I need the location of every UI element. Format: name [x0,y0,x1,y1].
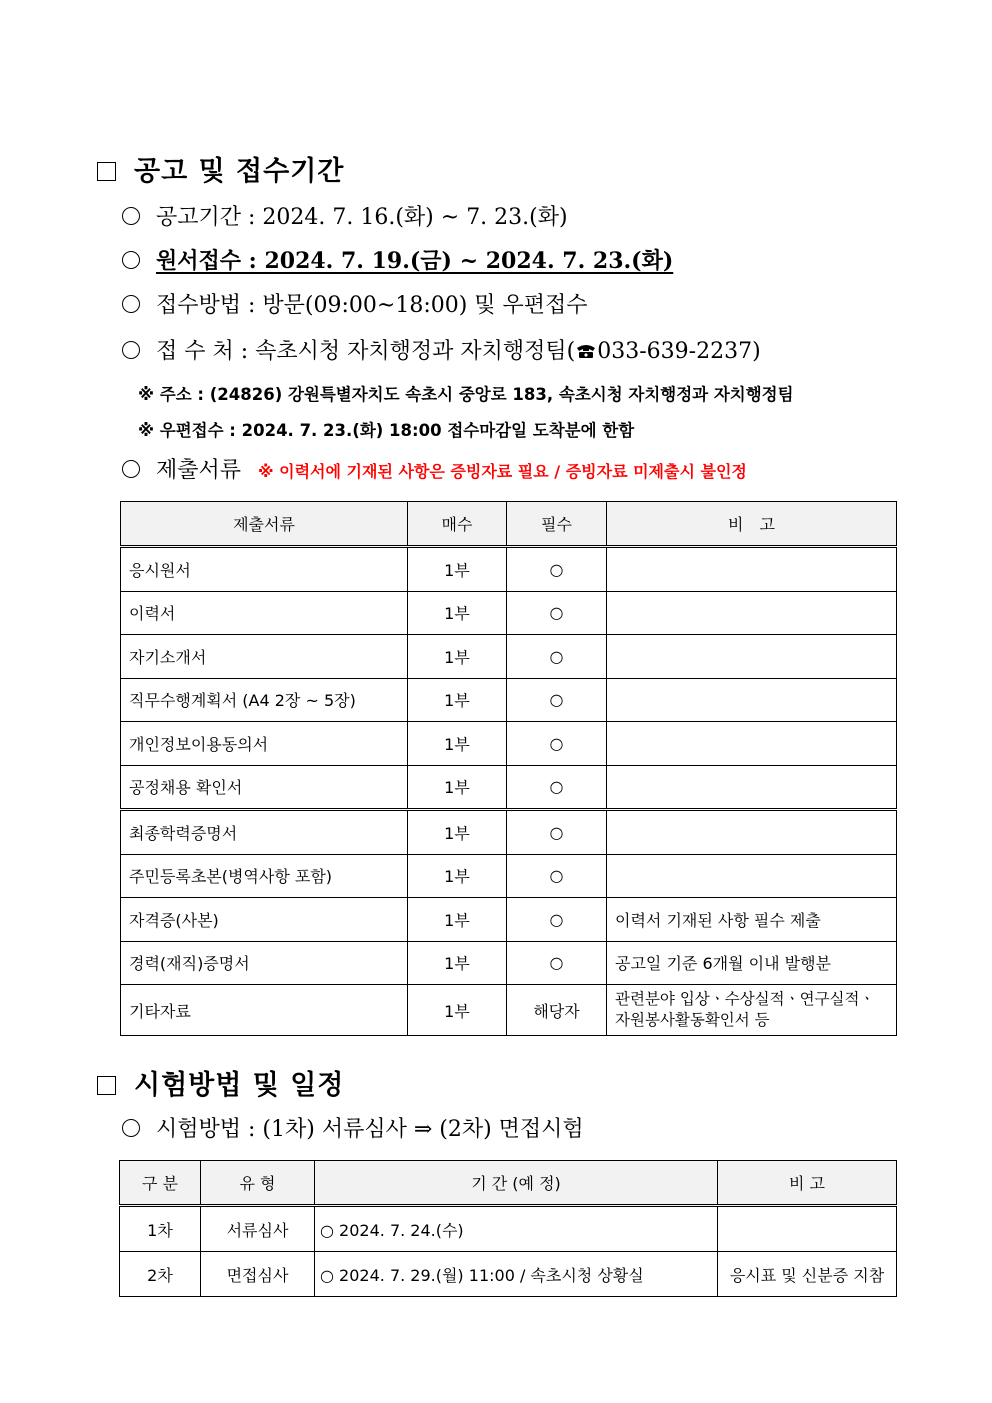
header-note: 비 고 [718,1161,897,1206]
table-row [120,1252,897,1297]
phone-icon [575,343,597,359]
mail-note: ※ 우편접수 : 2024. 7. 23.(화) 18:00 접수마감일 도착분에 한함 [138,421,635,440]
circle-bullet-icon [122,460,140,478]
doc-count: 1부 [408,678,507,722]
table-row [121,635,897,679]
circle-bullet-icon [122,1119,140,1137]
doc-name: 이력서 [121,591,408,635]
exam-table-header [120,1161,897,1206]
application-method-text: 접수방법 : 방문(09:00~18:00) 및 우편접수 [156,293,588,318]
exam-type: 면접심사 [201,1252,315,1297]
doc-note [607,678,897,722]
doc-count: 1부 [408,765,507,810]
table-row [121,985,897,1036]
doc-note: 관련분야 입상ㆍ수상실적ㆍ연구실적ㆍ자원봉사활동확인서 등 [607,985,897,1036]
header-note: 비 고 [607,502,897,547]
exam-period: ○ 2024. 7. 29.(월) 11:00 / 속초시청 상황실 [315,1252,718,1297]
header-doc-name: 제출서류 [121,502,408,547]
section-2-title [97,1063,344,1102]
doc-required: ○ [507,635,607,679]
notice-period-text: 공고기간 : 2024. 7. 16.(화) ~ 7. 23.(화) [156,205,568,230]
header-count: 매수 [408,502,507,547]
exam-stage: 1차 [120,1206,201,1252]
doc-count: 1부 [408,547,507,592]
documents-table-header [121,502,897,547]
exam-note [718,1206,897,1252]
table-row [121,765,897,810]
circle-bullet-icon [122,207,140,225]
table-row [121,722,897,766]
header-stage: 구 분 [120,1161,201,1206]
doc-count: 1부 [408,635,507,679]
circle-bullet-icon [122,251,140,269]
section-1-title-text: 공고 및 접수기간 [134,156,345,187]
checkbox-square-icon [97,162,116,181]
application-period-text: 원서접수 : 2024. 7. 19.(금) ~ 2024. 7. 23.(화) [156,248,674,274]
application-period-item [122,244,673,275]
doc-name: 개인정보이용동의서 [121,722,408,766]
doc-name: 공정채용 확인서 [121,765,408,810]
header-period: 기 간 (예 정) [315,1161,718,1206]
doc-note: 이력서 기재된 사항 필수 제출 [607,898,897,942]
doc-required: ○ [507,722,607,766]
address-note: ※ 주소 : (24826) 강원특별자치도 속초시 중앙로 183, 속초시청 자치행정과 자치행정팀 [138,385,794,404]
doc-note [607,635,897,679]
table-row [121,898,897,942]
doc-name: 직무수행계획서 (A4 2장 ~ 5장) [121,678,408,722]
documents-warning: ※ 이력서에 기재된 사항은 증빙자료 필요 / 증빙자료 미제출시 불인정 [258,462,747,481]
header-required: 필수 [507,502,607,547]
notice-period-item [122,200,568,231]
doc-count: 1부 [408,854,507,898]
phone-number-text: 033-639-2237) [597,339,761,364]
documents-item [122,453,747,484]
doc-required: ○ [507,765,607,810]
doc-note [607,591,897,635]
doc-required: ○ [507,547,607,592]
exam-note: 응시표 및 신분증 지참 [718,1252,897,1297]
doc-count: 1부 [408,985,507,1036]
doc-required: ○ [507,898,607,942]
exam-type: 서류심사 [201,1206,315,1252]
doc-note [607,854,897,898]
circle-bullet-icon [122,295,140,313]
doc-name: 자기소개서 [121,635,408,679]
checkbox-square-icon [97,1076,116,1095]
doc-name: 기타자료 [121,985,408,1036]
doc-required: ○ [507,810,607,855]
doc-count: 1부 [408,722,507,766]
doc-required: ○ [507,591,607,635]
doc-required: ○ [507,854,607,898]
table-row [120,1206,897,1252]
table-row [121,810,897,855]
application-place-item [122,334,761,365]
table-row [121,591,897,635]
doc-name: 최종학력증명서 [121,810,408,855]
doc-note [607,547,897,592]
circle-bullet-icon [122,341,140,359]
doc-note [607,722,897,766]
doc-count: 1부 [408,591,507,635]
application-place-text: 접 수 처 : 속초시청 자치행정과 자치행정팀( [156,339,576,364]
header-type: 유 형 [201,1161,315,1206]
doc-count: 1부 [408,810,507,855]
doc-count: 1부 [408,898,507,942]
section-1-title [97,149,344,188]
exam-stage: 2차 [120,1252,201,1297]
doc-required: ○ [507,678,607,722]
documents-label: 제출서류 [156,458,242,483]
table-row [121,678,897,722]
doc-name: 경력(재직)증명서 [121,941,408,985]
doc-note [607,810,897,855]
doc-name: 자격증(사본) [121,898,408,942]
doc-note [607,765,897,810]
exam-schedule-table [119,1160,897,1297]
doc-name: 주민등록초본(병역사항 포함) [121,854,408,898]
table-row [121,941,897,985]
application-method-item [122,288,588,319]
table-row [121,854,897,898]
table-row [121,547,897,592]
doc-note: 공고일 기준 6개월 이내 발행분 [607,941,897,985]
section-2-title-text: 시험방법 및 일정 [134,1070,345,1101]
doc-required: ○ [507,941,607,985]
doc-name: 응시원서 [121,547,408,592]
exam-period: ○ 2024. 7. 24.(수) [315,1206,718,1252]
doc-required: 해당자 [507,985,607,1036]
exam-method-item [122,1112,584,1143]
doc-count: 1부 [408,941,507,985]
documents-table [120,501,897,1036]
exam-method-text: 시험방법 : (1차) 서류심사 ⇒ (2차) 면접시험 [156,1117,584,1142]
